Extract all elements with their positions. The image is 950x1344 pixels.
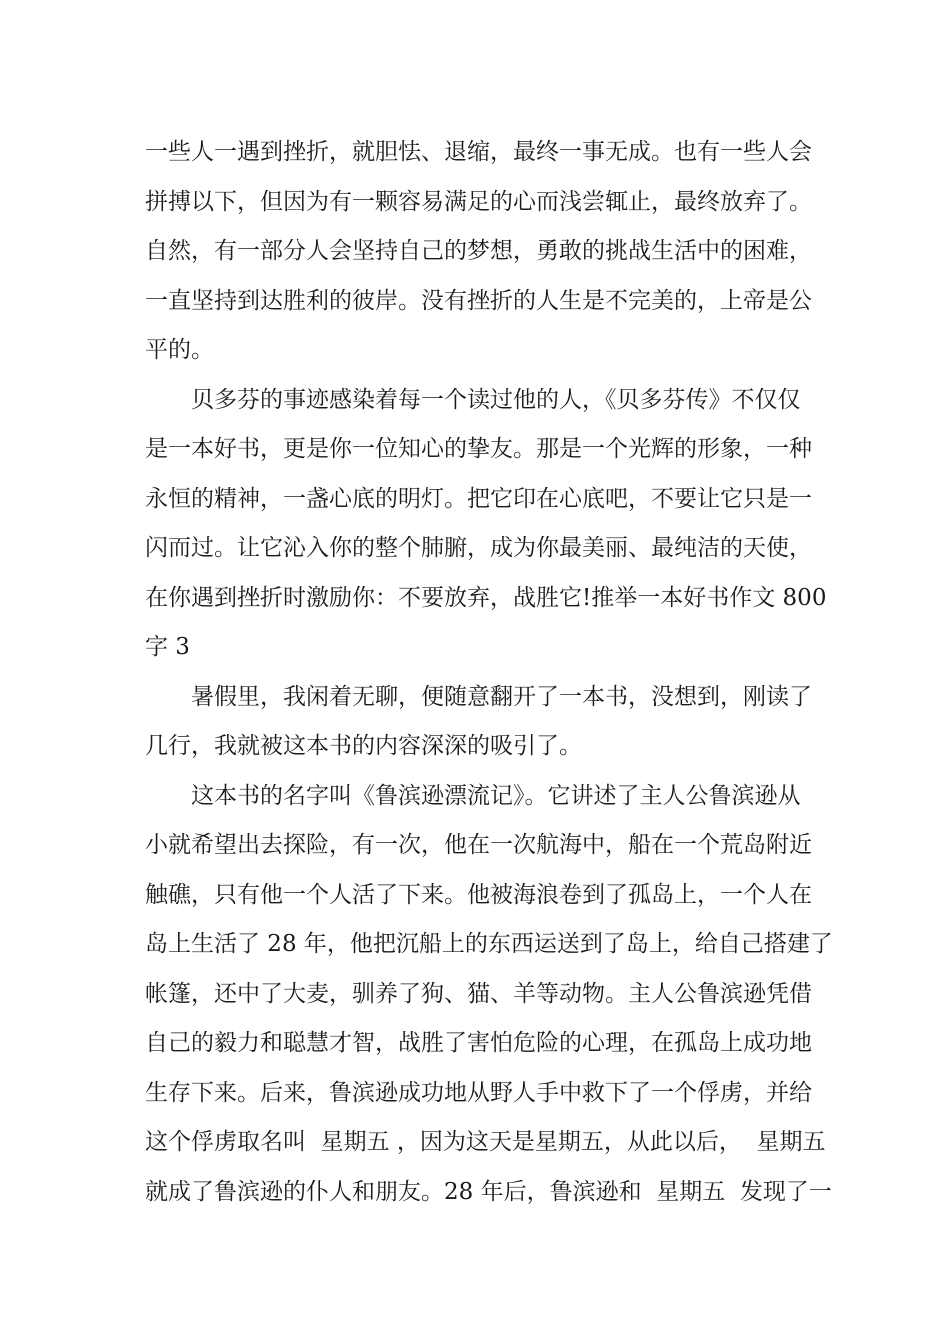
text-line: 在你遇到挫折时激励你：不要放弃，战胜它!推举一本好书作文 800 <box>145 584 827 611</box>
text-line: 永恒的精神，一盏心底的明灯。把它印在心底吧，不要让它只是一 <box>145 485 812 512</box>
text-line: 平的。 <box>145 337 214 363</box>
text-line: 帐篷，还中了大麦，驯养了狗、猫、羊等动物。主人公鲁滨逊凭借 <box>145 980 812 1007</box>
text-line: 一些人一遇到挫折，就胆怯、退缩，最终一事无成。也有一些人会 <box>145 139 812 165</box>
text-line: 就成了鲁滨逊的仆人和朋友。28 年后，鲁滨逊和 星期五 发现了一 <box>145 1178 832 1205</box>
text-line: 拼搏以下，但因为有一颗容易满足的心而浅尝辄止，最终放弃了。 <box>145 188 812 215</box>
text-line: 是一本好书，更是你一位知心的挚友。那是一个光辉的形象，一种 <box>145 436 812 462</box>
text-line: 字 3 <box>145 634 190 660</box>
text-line: 贝多芬的事迹感染着每一个读过他的人，《贝多芬传》不仅仅 <box>145 386 801 413</box>
text-line: 小就希望出去探险，有一次，他在一次航海中，船在一个荒岛附近 <box>145 832 812 858</box>
text-line: 自己的毅力和聪慧才智，战胜了害怕危险的心理，在孤岛上成功地 <box>145 1030 812 1056</box>
text-line: 一直坚持到达胜利的彼岸。没有挫折的人生是不完美的，上帝是公 <box>145 287 812 314</box>
text-line: 触礁，只有他一个人活了下来。他被海浪卷到了孤岛上，一个人在 <box>145 881 812 908</box>
document-body <box>145 128 833 1217</box>
text-line: 闪而过。让它沁入你的整个肺腑，成为你最美丽、最纯洁的天使， <box>145 535 812 561</box>
text-line: 自然，有一部分人会坚持自己的梦想，勇敢的挑战生活中的困难， <box>145 238 812 264</box>
text-line: 生存下来。后来，鲁滨逊成功地从野人手中救下了一个俘虏，并给 <box>145 1079 812 1106</box>
text-line: 这本书的名字叫《鲁滨逊漂流记》。它讲述了主人公鲁滨逊从 <box>145 782 801 809</box>
text-line: 岛上生活了 28 年，他把沉船上的东西运送到了岛上，给自己搭建了 <box>145 931 833 957</box>
text-line: 几行，我就被这本书的内容深深的吸引了。 <box>145 733 582 759</box>
text-line: 暑假里，我闲着无聊，便随意翻开了一本书，没想到，刚读了 <box>145 683 812 710</box>
text-line: 这个俘虏取名叫 星期五 ，因为这天是星期五，从此以后， 星期五 <box>145 1129 826 1155</box>
